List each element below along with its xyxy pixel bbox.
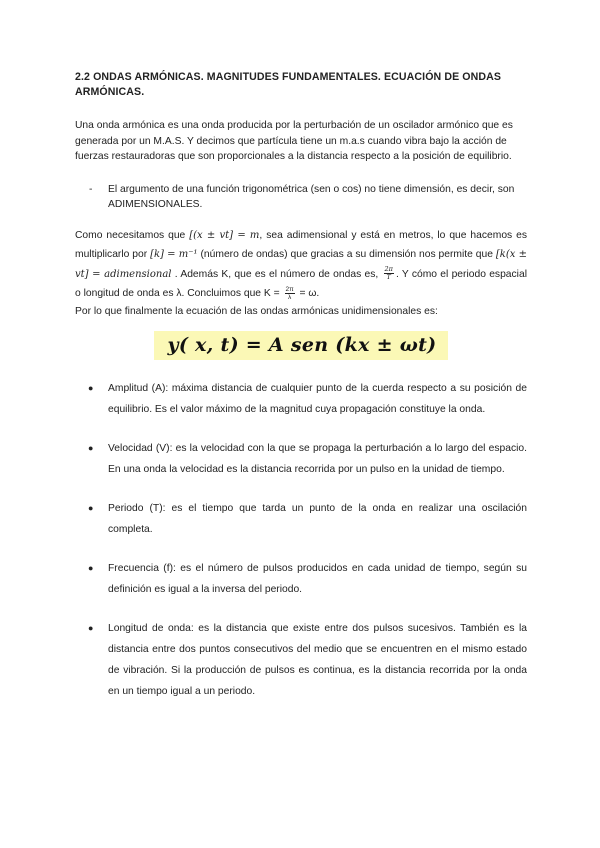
math-expression-2: [k] = m⁻¹ — [150, 249, 198, 260]
bullet-text-periodo: Periodo (T): es el tiempo que tarda un punto de la onda en realizar una oscilación completa. — [108, 502, 527, 535]
bullet-icon: ● — [88, 622, 94, 633]
bullet-text-amplitud: Amplitud (A): máxima distancia de cualquier punto de la cuerda respecto a su posición de equilibrio. Es el valor máximo de la magnitud cuya propagación constituye la onda. — [108, 382, 527, 415]
document-page — [75, 70, 527, 720]
bullet-icon: ● — [88, 382, 94, 393]
fraction-2 — [285, 286, 295, 301]
final-line: Por lo que finalmente la ecuación de las ondas armónicas unidimensionales es: — [75, 305, 438, 317]
wave-equation: y( x, t) = A sen (kx ± ωt) — [154, 331, 449, 360]
dimension-text-2: , sea adimensional y está en metros, lo que hacemos es multiplicarlo por — [75, 229, 527, 260]
intro-paragraph: Una onda armónica es una onda producida por la perturbación de un oscilador armónico que es generada por un M.A.S. Y decimos que partícula tiene un m.a.s cuando vibra bajo la acción de fuerzas restauradoras que son proporcionales a la distancia respecto a la posición de equilibrio. — [75, 120, 513, 162]
list-item — [75, 618, 527, 702]
bullet-icon: ● — [88, 442, 94, 453]
dimension-text-3: (número de ondas) que gracias a su dimensión nos permite que — [197, 249, 496, 260]
math-expression-1: [(x ± vt] = m — [189, 229, 260, 241]
dimension-text-5: . Y cómo el periodo espacial o longitud de onda es λ. Concluimos que K = — [75, 268, 527, 299]
list-item — [75, 498, 527, 540]
formula-container — [75, 331, 527, 360]
bullet-text-frecuencia: Frecuencia (f): es el número de pulsos producidos en cada unidad de tiempo, según su definición es igual a la inversa del periodo. — [108, 562, 527, 595]
list-item — [75, 438, 527, 480]
list-item — [75, 558, 527, 600]
fraction-2-denominator: λ — [287, 293, 292, 301]
dimension-paragraph — [75, 226, 527, 304]
fraction-2-numerator: 2π — [285, 285, 294, 293]
bullet-text-velocidad: Velocidad (V): es la velocidad con la que se propaga la perturbación a lo largo del espacio. En una onda la velocidad es la distancia recorrida por un pulso en la unidad de tiempo. — [108, 442, 527, 475]
bullet-text-longitud: Longitud de onda: es la distancia que existe entre dos pulsos sucesivos. También es la distancia entre dos puntos consecutivos del medio que se encuentren en el mismo estado de vibración. Si la producción de pulsos es continua, es la distancia recorrida por la onda en un tiempo igual a un periodo. — [108, 622, 527, 697]
fraction-1-numerator: 2π — [384, 265, 393, 274]
fraction-1-denominator: T — [386, 273, 391, 282]
dash-list-item — [75, 182, 527, 213]
math-expression-3: [k(x ± vt] = adimensional — [75, 249, 527, 280]
fraction-1 — [384, 266, 394, 281]
dash-marker: - — [89, 183, 93, 195]
bullet-icon: ● — [88, 562, 94, 573]
dash-item-text: El argumento de una función trigonométrica (sen o cos) no tiene dimensión, es decir, son ADIMENSIONALES. — [108, 183, 515, 210]
dimension-text-1: Como necesitamos que — [75, 229, 190, 241]
definitions-list — [75, 378, 527, 702]
dimension-text-4: . Además K, que es el número de ondas es, — [171, 268, 382, 280]
dimension-text-6: = ω. — [296, 288, 320, 299]
list-item — [75, 378, 527, 420]
bullet-icon: ● — [88, 502, 94, 513]
section-title: 2.2 ONDAS ARMÓNICAS. MAGNITUDES FUNDAMENTALES. ECUACIÓN DE ONDAS ARMÓNICAS. — [75, 71, 502, 98]
